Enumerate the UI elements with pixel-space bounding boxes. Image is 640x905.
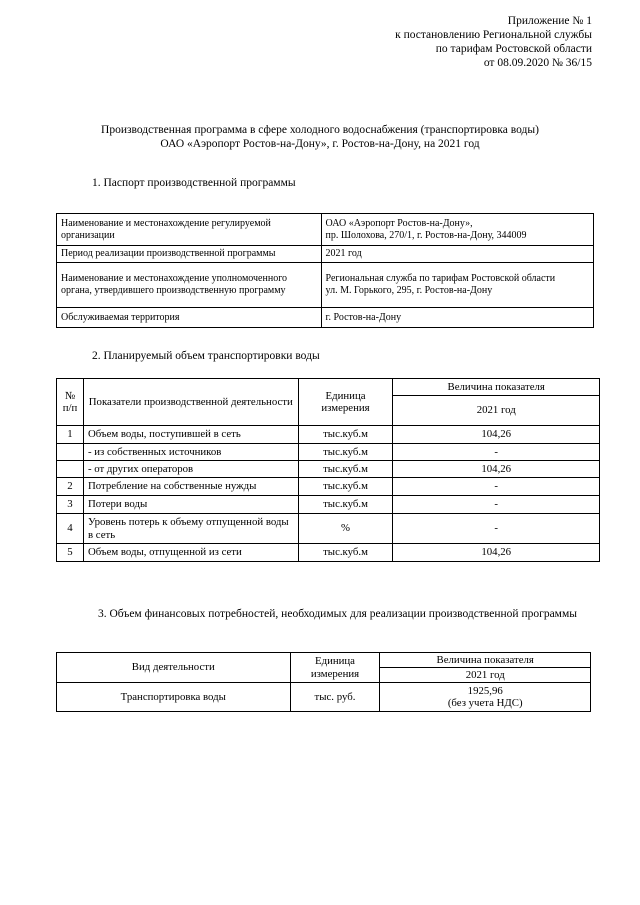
header-activity: Вид деятельности: [57, 653, 291, 683]
row-num: 2: [57, 478, 84, 496]
appendix-header: [395, 14, 592, 70]
row-name: - от других операторов: [83, 461, 298, 478]
water-volume-table: [56, 378, 600, 562]
row-unit: тыс.куб.м: [298, 478, 393, 496]
row-value: 104,26: [393, 544, 600, 562]
row-unit: тыс. руб.: [290, 683, 380, 712]
passport-label: Период реализации производственной программы: [57, 246, 322, 263]
row-unit: тыс.куб.м: [298, 496, 393, 514]
section-3-heading: 3. Объем финансовых потребностей, необходимых для реализации производственной программы: [98, 608, 577, 620]
row-name: Объем воды, поступившей в сеть: [83, 426, 298, 444]
appendix-line-1: Приложение № 1: [507, 15, 592, 27]
table-row: [57, 308, 594, 328]
table-row: [57, 444, 600, 461]
table-row: [57, 461, 600, 478]
passport-value: Региональная служба по тарифам Ростовской области ул. М. Горького, 295, г. Ростов-на-Дону: [321, 263, 593, 308]
table-row: [57, 478, 600, 496]
title-line-2: ОАО «Аэропорт Ростов-на-Дону», г. Ростов-на-Дону, на 2021 год: [160, 138, 480, 150]
table-row: [57, 496, 600, 514]
appendix-line-3: по тарифам Ростовской области: [435, 43, 592, 55]
row-num: 4: [57, 514, 84, 544]
table-row: [57, 246, 594, 263]
row-value: -: [393, 444, 600, 461]
header-unit: Единица измерения: [298, 379, 393, 426]
table-row: [57, 544, 600, 562]
passport-label: Обслуживаемая территория: [57, 308, 322, 328]
row-name: Потребление на собственные нужды: [83, 478, 298, 496]
passport-label: Наименование и местонахождение регулируемой организации: [57, 214, 322, 246]
financial-table: [56, 652, 591, 712]
table-row: [57, 214, 594, 246]
row-num: [57, 461, 84, 478]
table-row: [57, 514, 600, 544]
row-value: 104,26: [393, 426, 600, 444]
header-year: 2021 год: [380, 668, 591, 683]
row-unit: тыс.куб.м: [298, 426, 393, 444]
row-value: -: [393, 478, 600, 496]
row-name: Потери воды: [83, 496, 298, 514]
header-unit: Единица измерения: [290, 653, 380, 683]
table-row: [57, 683, 591, 712]
passport-value: г. Ростов-на-Дону: [321, 308, 593, 328]
row-value: -: [393, 496, 600, 514]
row-activity: Транспортировка воды: [57, 683, 291, 712]
title-line-1: Производственная программа в сфере холодного водоснабжения (транспортировка воды): [101, 124, 539, 136]
row-value: 1925,96 (без учета НДС): [380, 683, 591, 712]
row-value: 104,26: [393, 461, 600, 478]
document-title: [0, 123, 640, 151]
row-num: 5: [57, 544, 84, 562]
row-unit: %: [298, 514, 393, 544]
row-name: - из собственных источников: [83, 444, 298, 461]
table-header-row: [57, 379, 600, 396]
row-value: -: [393, 514, 600, 544]
row-unit: тыс.куб.м: [298, 461, 393, 478]
passport-label: Наименование и местонахождение уполномоченного органа, утвердившего производственную программу: [57, 263, 322, 308]
table-row: [57, 263, 594, 308]
table-header-row: [57, 653, 591, 668]
row-num: 1: [57, 426, 84, 444]
appendix-line-2: к постановлению Региональной службы: [395, 29, 592, 41]
section-1-heading: 1. Паспорт производственной программы: [92, 177, 296, 189]
header-num: № п/п: [57, 379, 84, 426]
header-year: 2021 год: [393, 396, 600, 426]
table-row: [57, 426, 600, 444]
passport-value: 2021 год: [321, 246, 593, 263]
header-indicator: Показатели производственной деятельности: [83, 379, 298, 426]
row-num: 3: [57, 496, 84, 514]
row-unit: тыс.куб.м: [298, 444, 393, 461]
row-name: Объем воды, отпущенной из сети: [83, 544, 298, 562]
section-2-heading: 2. Планируемый объем транспортировки воды: [92, 350, 320, 362]
passport-table: [56, 213, 594, 328]
header-value-group: Величина показателя: [380, 653, 591, 668]
row-num: [57, 444, 84, 461]
passport-value: ОАО «Аэропорт Ростов-на-Дону», пр. Шолохова, 270/1, г. Ростов-на-Дону, 344009: [321, 214, 593, 246]
row-unit: тыс.куб.м: [298, 544, 393, 562]
appendix-line-4: от 08.09.2020 № 36/15: [483, 57, 592, 69]
row-name: Уровень потерь к объему отпущенной воды в сеть: [83, 514, 298, 544]
header-value-group: Величина показателя: [393, 379, 600, 396]
